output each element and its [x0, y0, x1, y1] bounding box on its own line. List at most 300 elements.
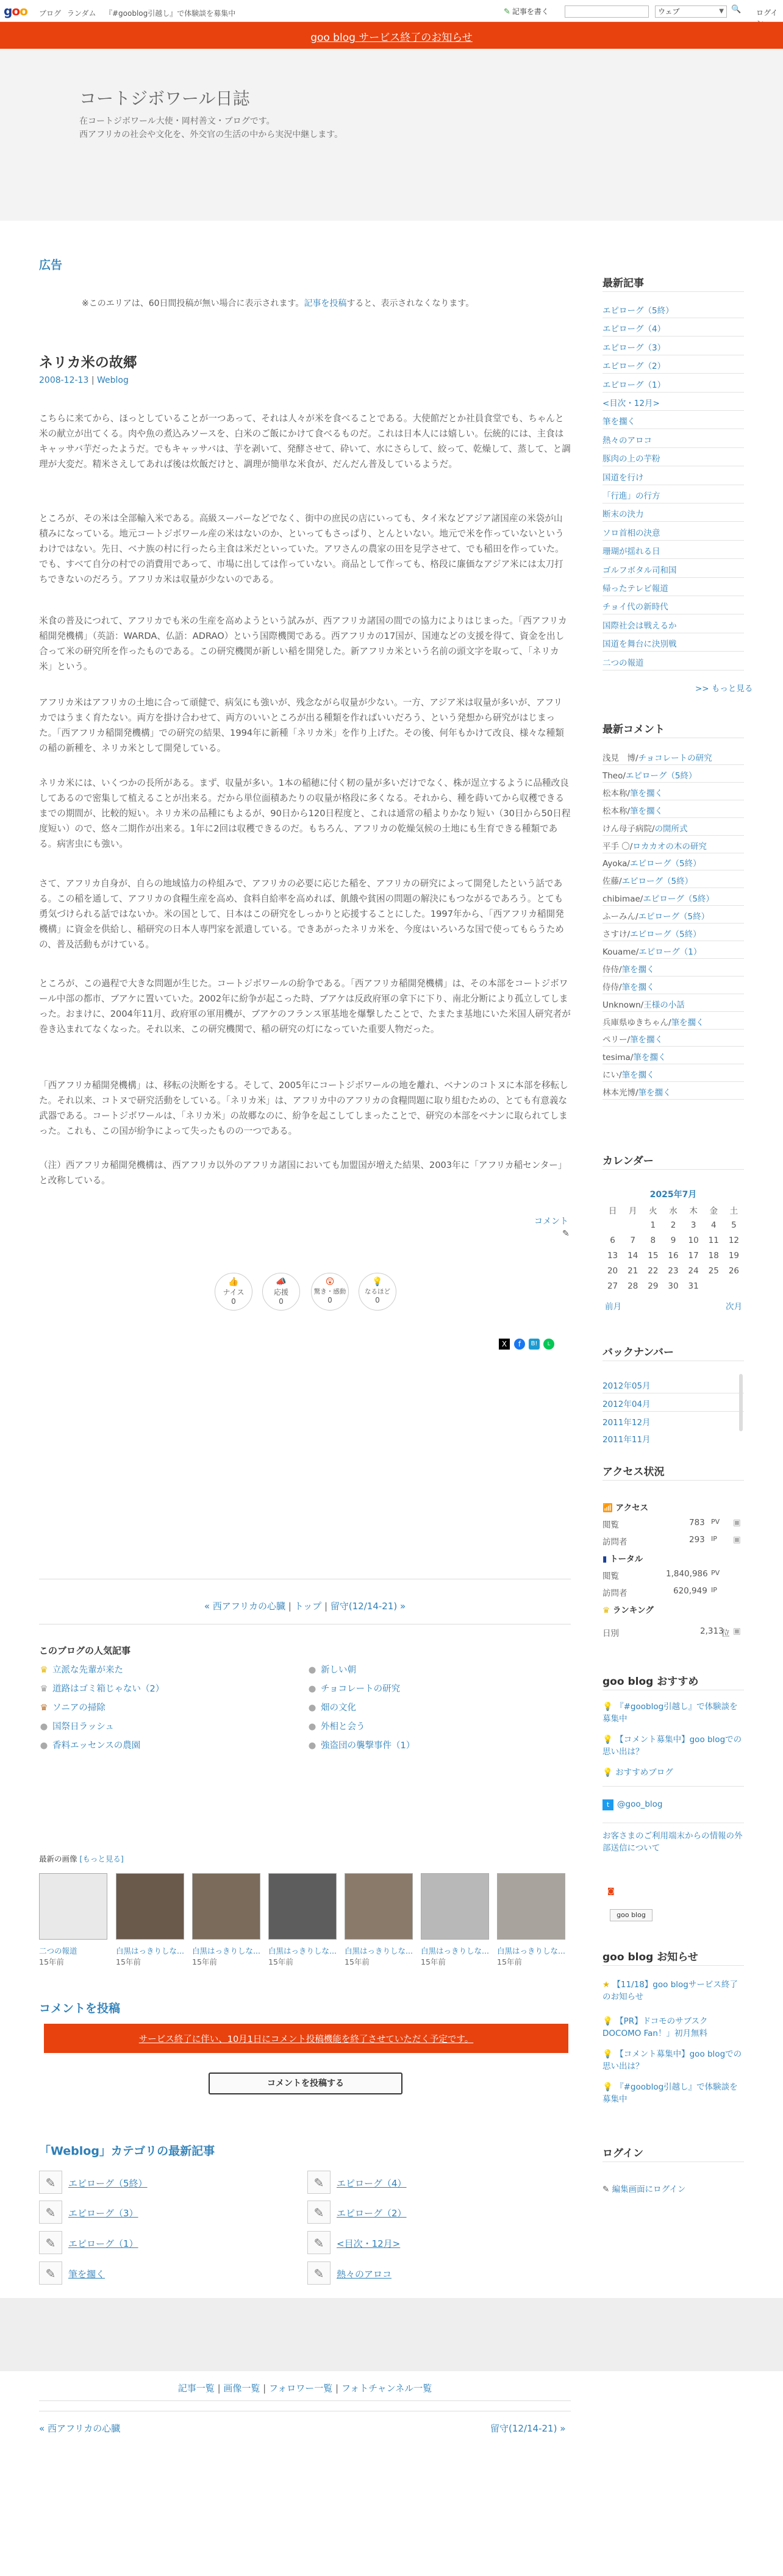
comment-article-link[interactable]: エピローグ（5終） — [621, 877, 693, 887]
recent-image-caption[interactable]: 白黒はっきりしな... — [192, 1946, 260, 1955]
news-item[interactable]: 💡 【コメント募集中】goo blogでの思い出は？ — [602, 2049, 742, 2071]
divider — [602, 1046, 744, 1047]
recent-comment-item[interactable] — [602, 980, 744, 992]
comment-article-link[interactable]: 筆を擱く — [633, 1053, 667, 1063]
recent-comment-item[interactable] — [602, 751, 744, 763]
comment-separator: / — [629, 841, 633, 852]
recent-article-link[interactable]: 国道を舞台に決別戦 — [602, 639, 677, 650]
popular-item[interactable]: ♛ 立派な先輩が来た — [40, 1665, 123, 1675]
article-paragraph: 「西アフリカ稲開発機構」は、移転の決断をする。そして、2005年にコートジボワールの地を離れ、ベナンのコトヌに本部を移転した。それ以来、コトヌで研究活動をしている。「ネリカ米」は、アフリカ中のアフリカの食糧問題に取り組むための、とても有意義な武器である。コートジボワールは、「ネリカ米」の故郷なのに、紛争を起こしてしまったことで、研究の本部をベナンに取られてしまった。これも、この国が紛争によって失ったものの一つである。 — [39, 1080, 568, 1136]
backnumber-link[interactable]: 2011年12月 — [602, 1418, 651, 1428]
recent-comment-item[interactable] — [602, 839, 744, 852]
recent-comments-heading: 最新コメント — [602, 724, 665, 736]
comment-article-link[interactable]: ロカカオの木の研究 — [632, 841, 707, 852]
comment-separator: / — [627, 859, 630, 869]
recent-article-link[interactable]: エピローグ（2） — [602, 361, 666, 372]
recent-image-thumb[interactable] — [192, 1873, 260, 1940]
bar-chart-icon: ▮ — [602, 1554, 607, 1564]
recent-comment-item[interactable] — [602, 874, 744, 886]
category-article-link[interactable]: エピローグ（1） — [68, 2238, 138, 2249]
lightbulb-icon: 💡 — [602, 2082, 613, 2092]
recent-images-more-link[interactable]: [もっと見る] — [79, 1854, 124, 1863]
login-link[interactable]: ログイ — [756, 9, 778, 17]
comment-author: さすけ — [602, 930, 627, 939]
comment-separator: / — [635, 1088, 638, 1098]
recent-comment-item[interactable] — [602, 892, 744, 904]
recent-article-link[interactable]: 断末の決力 — [602, 510, 644, 520]
crown-icon: ♛ — [40, 1665, 48, 1675]
calendar-day: 7 — [630, 1235, 635, 1245]
recent-image-thumb[interactable] — [497, 1873, 565, 1940]
divider — [39, 2400, 571, 2401]
calendar-day: 2 — [670, 1220, 676, 1230]
calendar-day — [623, 1217, 643, 1233]
comment-end-notice[interactable] — [44, 2024, 568, 2053]
recent-article-link[interactable]: エピローグ（3） — [602, 343, 666, 353]
popup-icon[interactable]: ▣ — [733, 1535, 741, 1545]
calendar-day: 14 — [627, 1250, 638, 1261]
calendar-day — [724, 1278, 744, 1293]
hatena-share-icon[interactable]: B! — [529, 1339, 540, 1350]
article-paragraph: ところが、その米は全部輸入米である。高級スーパーなどでなく、街中の庶民の店にいっても、タイ米などアジア諸国産の米袋が山積みになっている。地元コートジボワール産の米はないのか、といってもさっぱり、とんといない。地元で米を作っていないというわけではない。先日、ベナ族の村に行ったら主食は米だといっていた。アワさんの農家の田を見学させて、でも稲田を作っていた。でも、すべて自分の村での消費用であって、市場に出しては作っていない。商品として作っても、格段に廉価なアジア米には太刀打ちできないのだろう。アフリカ米は収量が少ないのである。 — [39, 513, 564, 585]
recent-article-link[interactable]: エピローグ（1） — [602, 380, 666, 390]
article-title[interactable]: ネリカ米の故郷 — [39, 355, 137, 371]
category-article-link[interactable]: 熱々のアロコ — [337, 2269, 392, 2280]
recent-image-date: 15年前 — [421, 1957, 446, 1966]
dot-icon: ● — [308, 1703, 316, 1713]
today-visitors: 訪問者 293 IP ▣ — [602, 1535, 741, 1547]
calendar-day — [602, 1217, 623, 1233]
calendar-day: 19 — [728, 1250, 740, 1261]
comment-author: ペリー — [602, 1035, 627, 1045]
nav-separator: | — [285, 1601, 295, 1612]
category-article-link[interactable]: エピローグ（3） — [68, 2208, 138, 2219]
lightbulb-icon: 💡 — [602, 2016, 613, 2026]
comment-author: 林本光博 — [602, 1088, 635, 1098]
dot-icon: ● — [40, 1722, 48, 1732]
calendar-day: 11 — [708, 1235, 719, 1245]
total-views: 閲覧 1,840,986 PV — [602, 1569, 720, 1581]
recent-article-link[interactable]: 珊瑚が揺れる日 — [602, 547, 660, 557]
comment-article-link[interactable]: 筆を擱く — [630, 788, 663, 799]
calendar-day: 21 — [627, 1265, 638, 1276]
comment-separator: / — [640, 1000, 644, 1010]
dot-icon: ● — [308, 1684, 316, 1694]
recent-image-caption[interactable]: 白黒はっきりしな... — [421, 1946, 489, 1955]
recent-image-thumb[interactable] — [39, 1873, 107, 1940]
twitter-link[interactable]: t @goo_blog — [602, 1799, 744, 1810]
calendar-day: 23 — [668, 1265, 679, 1276]
blog-description-2: 西アフリカの社会や文化を、外交官の生活の中から実況中継します。 — [79, 130, 343, 140]
divider — [602, 540, 744, 541]
calendar-day: 18 — [708, 1250, 719, 1261]
popular-item[interactable]: ● チョコレートの研究 — [308, 1684, 401, 1694]
comment-author: ふーみん — [602, 912, 635, 922]
footer-next-link[interactable]: 留守(12/14-21) » — [490, 2423, 566, 2434]
comment-author: Kouame — [602, 947, 636, 957]
category-article-link[interactable]: 筆を擱く — [68, 2269, 105, 2280]
recent-image-date: 15年前 — [497, 1957, 522, 1966]
ad-note-pre: ※このエリアは、60日間投稿が無い場合に表示されます。 — [82, 299, 304, 308]
recent-image-thumb[interactable] — [421, 1873, 489, 1940]
reaction-count: 0 — [327, 1296, 332, 1304]
line-share-icon[interactable]: L — [543, 1339, 554, 1350]
comment-post-heading: コメントを投稿 — [39, 2002, 121, 2015]
rss-icon[interactable]: ◙ — [607, 1887, 615, 1895]
footer-prev-link[interactable]: « 西アフリカの心臓 — [39, 2423, 121, 2434]
divider — [602, 976, 744, 977]
calendar-weekday: 日 — [608, 1206, 617, 1216]
divider — [602, 392, 744, 393]
news-item[interactable]: 💡 『#gooblog引越し』で体験談を募集中 — [602, 2082, 738, 2104]
goo-blog-badge[interactable]: goo blog — [610, 1909, 652, 1921]
recent-image-date: 15年前 — [116, 1957, 141, 1966]
recent-comment-item[interactable] — [602, 804, 744, 816]
calendar-day: 27 — [607, 1281, 618, 1291]
comment-separator: / — [652, 824, 655, 834]
recent-image-caption[interactable]: 白黒はっきりしな... — [497, 1946, 565, 1955]
recent-image-date: 15年前 — [192, 1957, 217, 1966]
recent-article-link[interactable]: 国道を行け — [602, 472, 644, 483]
dot-icon: ● — [308, 1665, 316, 1675]
recent-image-caption[interactable]: 白黒はっきりしな... — [116, 1946, 184, 1955]
x-share-icon[interactable]: X — [499, 1339, 510, 1350]
comment-end-notice-text[interactable]: サービス終了に伴い、10月1日にコメント投稿機能を終了させていただく予定です。 — [138, 2035, 474, 2044]
recent-image-thumb[interactable] — [268, 1873, 337, 1940]
recent-comment-item[interactable] — [602, 1050, 744, 1062]
calendar-day: 20 — [607, 1265, 618, 1276]
ad-post-link[interactable]: 記事を投稿 — [304, 299, 347, 308]
recent-comment-item[interactable] — [602, 1068, 744, 1080]
article-meta — [39, 375, 129, 385]
backnumber-scrollbar[interactable] — [739, 1374, 743, 1431]
reaction-label: なるほど — [365, 1288, 390, 1295]
megaphone-icon: 📣 — [276, 1277, 287, 1287]
recent-article-link[interactable]: 筆を擱く — [602, 417, 635, 427]
reaction-label: ナイス — [223, 1288, 245, 1297]
comment-article-link[interactable]: 筆を擱く — [671, 1017, 704, 1028]
editor-login-link[interactable]: 編集画面にログイン — [612, 2185, 686, 2194]
search-scope-select[interactable] — [655, 5, 727, 18]
write-article-button[interactable] — [504, 6, 549, 16]
comment-article-link[interactable]: 筆を擱く — [621, 982, 655, 992]
popup-icon[interactable]: ▣ — [733, 1518, 741, 1528]
comment-article-link[interactable]: チョコレートの研究 — [638, 753, 712, 763]
recent-image-date: 15年前 — [39, 1957, 64, 1966]
chart-icon: 📶 — [602, 1503, 613, 1513]
comment-article-link[interactable]: 筆を擱く — [621, 1070, 655, 1081]
total-label: ▮ トータル — [602, 1554, 643, 1564]
followers-link[interactable]: フォロワー一覧 — [269, 2383, 333, 2394]
nav-random[interactable]: ランダム — [67, 9, 96, 18]
category-latest-heading: 「Weblog」カテゴリの最新記事 — [39, 2144, 215, 2158]
recent-article-link[interactable]: <目次・12月> — [602, 399, 660, 408]
recent-comment-item[interactable] — [602, 1033, 744, 1045]
recent-comment-item[interactable] — [602, 927, 744, 939]
comment-separator: / — [627, 806, 631, 816]
comment-article-link[interactable]: エピローグ（5終） — [638, 912, 710, 922]
article-category[interactable]: Weblog — [97, 375, 129, 385]
recent-image-date: 15年前 — [345, 1957, 370, 1966]
comment-article-link[interactable]: 筆を擱く — [630, 806, 663, 816]
popular-item[interactable]: ● 外相と会う — [308, 1722, 365, 1732]
article-paragraph: ネリカ米には、いくつかの長所がある。まず、収量が多い。1本の稲穂に付く籾の量が多いだけでなく、株が逞立するように品種改良してあるので密集して植えることが出来る。だから単位面積あたりの収量が格段に多くなる。それから、種を蒔いてから収穫できるまでの期間が、比較的短い。ネリカ米の品種にもよるが、90日から120日程度と、これは通常の稲よりかなり短い（30日から50日程度短い）ので、悠々二期作が出来る。1年に2回は収穫できるのだ。もちろん、アフリカの乾燥気候の土地にも生育できる種類である。病害虫にも強い。 — [39, 778, 571, 849]
comment-article-link[interactable]: エピローグ（5終） — [625, 770, 697, 781]
backnumber-link[interactable]: 2012年05月 — [602, 1381, 651, 1391]
top-bar — [0, 0, 783, 22]
calendar-next-link[interactable]: 次月 — [726, 1302, 742, 1312]
recommend-item[interactable]: 💡 【コメント募集中】goo blogでの思い出は？ — [602, 1735, 742, 1757]
recommend-item[interactable]: 💡 おすすめブログ — [602, 1768, 673, 1777]
lightbulb-icon: 💡 — [602, 1768, 613, 1777]
comment-author: 平手 〇 — [602, 841, 630, 852]
comment-separator: / — [635, 947, 639, 957]
nav-separator: | — [321, 1601, 331, 1612]
comment-article-link[interactable]: 筆を擱く — [630, 1035, 663, 1045]
recent-image-thumb[interactable] — [345, 1873, 413, 1940]
popular-item[interactable]: ● 国祭日ラッシュ — [40, 1722, 114, 1732]
recent-article-link[interactable]: 国際社会は戦えるか — [602, 621, 677, 631]
recent-comment-item[interactable] — [602, 1086, 744, 1098]
reaction-wow[interactable] — [311, 1273, 349, 1311]
comment-author: 佐藤 — [602, 877, 619, 887]
category-article-link[interactable]: エピローグ（5終） — [68, 2178, 148, 2189]
recent-image-thumb[interactable] — [116, 1873, 184, 1940]
comment-author: 兵庫県ゆきちゃん — [602, 1017, 668, 1028]
calendar-weekday: 水 — [669, 1206, 678, 1216]
comment-article-link[interactable]: エピローグ（5終） — [630, 930, 701, 939]
footer-band — [0, 2298, 783, 2371]
divider — [602, 782, 744, 783]
divider — [602, 1965, 744, 1966]
login-link-item[interactable] — [602, 2182, 744, 2194]
recommend-item[interactable]: 💡 『#gooblog引越し』で体験談を募集中 — [602, 1702, 738, 1724]
calendar-day: 12 — [728, 1235, 740, 1245]
comment-separator: / — [640, 894, 643, 905]
divider — [602, 1029, 744, 1030]
recent-article-link[interactable]: 熱々のアロコ — [602, 435, 652, 446]
recent-image-caption[interactable]: 白黒はっきりしな... — [268, 1946, 337, 1955]
recent-article-link[interactable]: チョイ代の新時代 — [602, 602, 668, 613]
calendar-day: 30 — [668, 1281, 679, 1291]
external-info-link[interactable]: お客さまのご利用端末からの情報の外部送信について — [602, 1831, 743, 1853]
recent-article-link[interactable]: 豚肉の上の芋粉 — [602, 454, 660, 464]
popup-icon[interactable]: ▣ — [733, 1626, 741, 1636]
recent-image-caption[interactable]: 白黒はっきりしな... — [345, 1946, 413, 1955]
article-paragraph: アフリカ米はアフリカの土地に合って頑健で、病気にも強いが、残念ながら収量が少ない。一方、アジア米は収量が多いが、アフリカではうまく育たない。両方を掛け合わせて、両方のいいところが出る種類を作ればいいだろう、という発想から研究がはじまった。「西アフリカ稲開発機構」での研究の結果、1994年に新種「ネリカ米」を作り上げた。その後、何年もかけて改良、様々な種類の稲の新種を、ネリカ米として開発している。 — [39, 697, 564, 753]
search-button[interactable] — [731, 5, 741, 14]
lightbulb-icon: 💡 — [602, 1735, 613, 1745]
thumbs-up-icon: 👍 — [228, 1277, 239, 1287]
article-paragraph: こちらに来てから、ほっとしていることが一つあって、それは人々が米を食べることである。大使館だとか社員食堂でも、ちゃんと米の献立が出てくる。肉や魚の煮込みソースを、白米のご飯にかけて食べるものだ。これは日本人には嬉しい。伝統的には、主食はキャッサバ芋だったようだ。でもキャッサバは、芋を剥いて、発酵させて、砕いて、水にさらして、絞って、乾燥して、蒸して、と調理が大変だ。精米さえしてあれば後は炊飯だけと、調理が簡単な米食が、だんだん普及しているようだ。 — [39, 413, 571, 469]
total-visitors: 訪問者 620,949 IP — [602, 1586, 717, 1598]
reaction-nice[interactable] — [215, 1273, 252, 1311]
divider — [602, 558, 744, 559]
post-comment-button[interactable]: コメントを投稿する — [209, 2073, 402, 2094]
article-icon: ✎ — [307, 2231, 331, 2254]
lightbulb-icon: 💡 — [602, 2049, 613, 2059]
divider — [602, 2161, 744, 2162]
reaction-indeed[interactable] — [359, 1273, 396, 1311]
recent-article-link[interactable]: 「行進」の行方 — [602, 491, 660, 501]
service-end-link[interactable]: goo blog サービス終了のお知らせ — [310, 32, 473, 44]
divider — [602, 1011, 744, 1012]
comment-article-link[interactable]: 王様の小話 — [643, 1000, 685, 1010]
popular-item[interactable]: ♛ ソニアの掃除 — [40, 1703, 105, 1713]
recent-image-caption[interactable]: 二つの報道 — [39, 1946, 77, 1955]
divider — [602, 817, 744, 818]
recent-comment-item[interactable] — [602, 1016, 744, 1028]
divider — [602, 1099, 744, 1100]
article-icon: ✎ — [39, 2231, 62, 2254]
recent-article-link[interactable]: 帰ったテレビ報道 — [602, 584, 668, 594]
comment-article-link[interactable]: 筆を擱く — [638, 1088, 671, 1098]
category-article-link[interactable]: エピローグ（2） — [337, 2208, 407, 2219]
divider — [602, 651, 744, 652]
comment-article-link[interactable]: エピローグ（5終） — [629, 859, 701, 869]
comment-separator: / — [635, 912, 638, 922]
next-post-link[interactable]: 留守(12/14-21) » — [330, 1601, 406, 1612]
article-icon: ✎ — [307, 2201, 331, 2224]
calendar — [602, 1202, 744, 1293]
edit-icon[interactable]: ✎ — [562, 1229, 570, 1239]
calendar-day: 15 — [648, 1250, 659, 1261]
calendar-weekday: 木 — [689, 1206, 698, 1216]
divider — [602, 410, 744, 411]
backnumber-link[interactable]: 2011年11月 — [602, 1435, 651, 1445]
divider — [602, 905, 744, 906]
divider — [602, 577, 744, 578]
calendar-prev-link[interactable]: 前月 — [605, 1302, 621, 1312]
comment-separator: / — [635, 753, 638, 763]
all-articles-link[interactable]: 記事一覧 — [177, 2383, 215, 2394]
footer-links: 記事一覧 | 画像一覧 | フォロワー一覧 | フォトチャンネル一覧 — [177, 2383, 432, 2394]
recent-comment-item[interactable] — [602, 998, 744, 1010]
access-label: 📶 アクセス — [602, 1503, 649, 1513]
top-link[interactable]: トップ — [294, 1601, 322, 1612]
more-articles-link[interactable]: >> もっと見る — [695, 684, 753, 694]
ad-label: 広告 — [39, 258, 63, 272]
photo-channel-link[interactable]: フォトチャンネル一覧 — [341, 2383, 432, 2394]
category-article-link[interactable]: エピローグ（4） — [337, 2178, 407, 2189]
nav-campaign[interactable]: 『#gooblog引越し』で体験談を募集中 — [105, 9, 236, 18]
comment-author: にい — [602, 1070, 619, 1081]
popular-item[interactable]: ● 新しい朝 — [308, 1665, 356, 1675]
comment-separator: / — [668, 1017, 671, 1028]
popular-item[interactable]: ● 強盗団の襲撃事件（1） — [308, 1741, 415, 1751]
calendar-day: 29 — [648, 1281, 659, 1291]
news-item[interactable]: ★ 【11/18】goo blogサービス終了のお知らせ — [602, 1980, 738, 2002]
login-heading: ログイン — [602, 2147, 644, 2160]
recent-comment-item[interactable] — [602, 786, 744, 799]
calendar-day — [704, 1278, 724, 1293]
chevron-down-icon: ▼ — [719, 8, 724, 15]
comment-separator: / — [627, 1035, 631, 1045]
reaction-cheer[interactable] — [262, 1273, 300, 1311]
divider — [602, 764, 744, 765]
service-end-banner[interactable] — [0, 22, 783, 49]
recent-article-link[interactable]: ソロ首相の決意 — [602, 528, 660, 538]
facebook-share-icon[interactable]: f — [514, 1339, 525, 1350]
article-date[interactable]: 2008-12-13 — [39, 375, 89, 385]
search-scope-value: ウェブ — [658, 7, 680, 16]
popular-item[interactable]: ♛ 道路はゴミ箱じゃない（2） — [40, 1684, 165, 1694]
search-icon: 🔍 — [731, 5, 742, 14]
recent-comment-item[interactable] — [602, 909, 744, 922]
prev-post-link[interactable]: « 西アフリカの心臓 — [204, 1601, 286, 1612]
blog-title[interactable]: コートジボワール日誌 — [79, 88, 250, 109]
divider — [602, 1786, 744, 1787]
goo-logo[interactable]: goo — [4, 4, 27, 18]
ad-note-post: すると、表示されなくなります。 — [346, 299, 474, 308]
news-item[interactable]: 💡 【PR】ドコモのサブスクDOCOMO Fan！」初月無料 — [602, 2016, 708, 2038]
recent-image-date: 15年前 — [268, 1957, 293, 1966]
recent-article-link[interactable]: 二つの報道 — [602, 658, 644, 668]
comment-article-link[interactable]: 筆を擱く — [621, 964, 655, 975]
surprised-face-icon: 😲 — [325, 1277, 335, 1287]
recent-comment-item[interactable] — [602, 769, 744, 781]
recent-article-link[interactable]: エピローグ（5終） — [602, 306, 674, 316]
divider — [602, 670, 744, 671]
category-article-link[interactable]: <目次・12月> — [337, 2238, 401, 2249]
meta-separator: | — [88, 375, 97, 385]
comment-author: Unknown — [602, 1000, 641, 1010]
calendar-day: 3 — [690, 1220, 696, 1230]
comment-separator: / — [623, 770, 626, 781]
crown-icon: ♛ — [40, 1684, 48, 1694]
article-paragraph: 米食の普及につれて、アフリカでも米の生産を高めようという試みが、西アフリカ諸国の間での協力によりはじまった。「西アフリカ稲開発機構」（英語：WARDA、仏語：ADRAO）という国際機関である。西アフリカの17国が、国連などの支援を得て、資金を出し合って米の研究所を作ったものである。この研究機関が新しい稲を開発した。新アフリカ米という名前の頭文字を取って、「ネリカ米」という。 — [39, 616, 567, 672]
reaction-count: 0 — [279, 1297, 284, 1306]
calendar-day: 10 — [688, 1235, 699, 1245]
comment-article-link[interactable]: の開所式 — [654, 824, 688, 834]
comment-link[interactable]: コメント — [534, 1217, 568, 1226]
recent-comment-item[interactable] — [602, 945, 744, 957]
search-input[interactable] — [565, 5, 649, 18]
recent-article-link[interactable]: エピローグ（4） — [602, 324, 666, 335]
comment-author: 浅見 博 — [602, 753, 635, 763]
write-label: 記事を書く — [512, 7, 549, 16]
comment-separator: / — [619, 877, 622, 887]
all-images-link[interactable]: 画像一覧 — [223, 2383, 260, 2394]
calendar-weekday: 月 — [628, 1206, 637, 1216]
backnumber-link[interactable]: 2012年04月 — [602, 1400, 651, 1409]
popular-item[interactable]: ● 香料エッセンスの農園 — [40, 1741, 141, 1751]
article-icon: ✎ — [39, 2171, 62, 2194]
comment-author: Theo — [602, 770, 623, 781]
nav-blog[interactable]: ブログ — [39, 9, 62, 18]
pencil-icon: ✎ — [504, 7, 510, 16]
divider — [602, 373, 744, 374]
divider — [602, 447, 744, 448]
recent-comment-item[interactable] — [602, 962, 744, 975]
calendar-day: 17 — [688, 1250, 699, 1261]
calendar-weekday: 金 — [709, 1206, 718, 1216]
comment-author: 松本称 — [602, 788, 627, 799]
comment-separator: / — [619, 982, 622, 992]
divider — [602, 291, 744, 292]
recent-article-link[interactable]: ゴルフボタル司和国 — [602, 565, 677, 575]
popular-item[interactable]: ● 畑の文化 — [308, 1703, 356, 1713]
recent-comment-item[interactable] — [602, 822, 744, 834]
recent-comment-item[interactable] — [602, 856, 744, 869]
comment-separator: / — [619, 964, 622, 975]
calendar-day: 28 — [627, 1281, 638, 1291]
comment-article-link[interactable]: エピローグ（5終） — [643, 894, 714, 905]
twitter-icon: t — [602, 1799, 613, 1810]
divider — [602, 835, 744, 836]
calendar-day: 26 — [728, 1265, 740, 1276]
comment-article-link[interactable]: エピローグ（1） — [638, 947, 702, 957]
